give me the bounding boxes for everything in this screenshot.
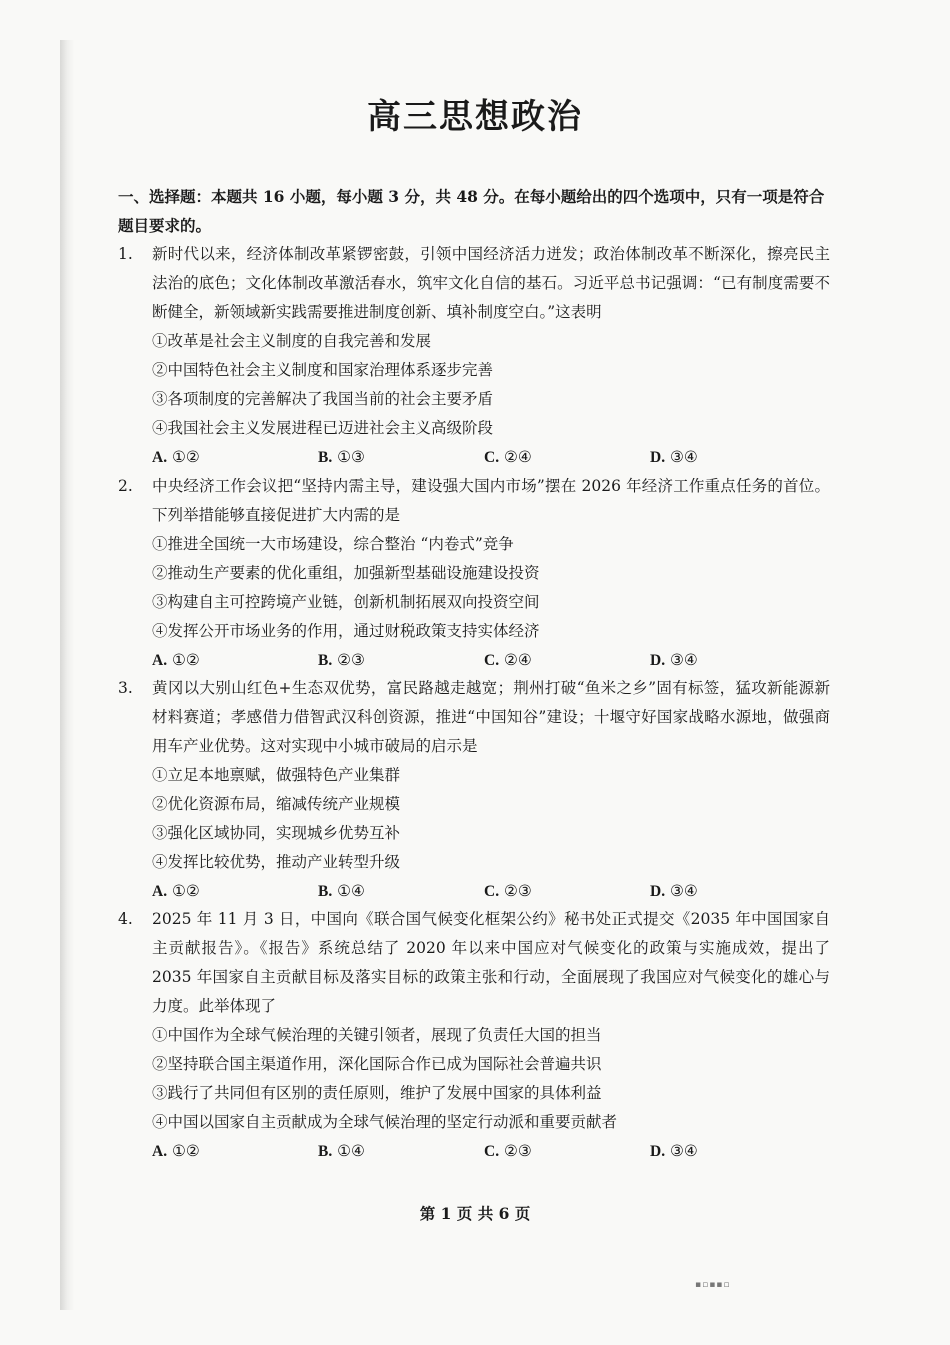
statement: ②坚持联合国主渠道作用，深化国际合作已成为国际社会普遍共识 xyxy=(152,1055,602,1073)
question-stem: 中央经济工作会议把“坚持内需主导，建设强大国内市场”摆在 2026 年经济工作重点任务的首位。下列举措能够直接促进扩大内需的是 xyxy=(152,477,830,524)
choice-b: B. ①④ xyxy=(318,882,365,900)
answer-choices xyxy=(152,1137,830,1166)
statement: ①推进全国统一大市场建设，综合整治 “内卷式”竞争 xyxy=(152,535,514,553)
question-number: 4. xyxy=(118,910,133,928)
choice-d: D. ③④ xyxy=(650,1142,698,1160)
question-number: 3. xyxy=(118,679,133,697)
statement: ③各项制度的完善解决了我国当前的社会主要矛盾 xyxy=(152,390,494,408)
answer-choices xyxy=(152,646,830,675)
choice-b: B. ①④ xyxy=(318,1142,365,1160)
question-2 xyxy=(118,472,830,675)
scan-corner-mark: ▪▫▪▪▫ xyxy=(695,1280,731,1290)
statement: ②中国特色社会主义制度和国家治理体系逐步完善 xyxy=(152,361,494,379)
page-title: 高三思想政治 xyxy=(367,97,583,137)
question-stem: 新时代以来，经济体制改革紧锣密鼓，引领中国经济活力迸发；政治体制改革不断深化，擦亮民主法治的底色；文化体制改革激活春水，筑牢文化自信的基石。习近平总书记强调：“已有制度需要不断健全，新领域新实践需要推进制度创新、填补制度空白。”这表明 xyxy=(152,245,830,321)
answer-choices xyxy=(152,877,830,906)
choice-a: A. ①② xyxy=(152,1142,200,1160)
page-number-footer: 第 1 页 共 6 页 xyxy=(419,1204,531,1223)
statement: ④发挥比较优势，推动产业转型升级 xyxy=(152,853,401,871)
question-number: 1. xyxy=(118,245,133,263)
choice-d: D. ③④ xyxy=(650,882,698,900)
statement: ①中国作为全球气候治理的关键引领者，展现了负责任大国的担当 xyxy=(152,1026,602,1044)
statement: ①改革是社会主义制度的自我完善和发展 xyxy=(152,332,432,350)
choice-b: B. ①③ xyxy=(318,448,365,466)
choice-b: B. ②③ xyxy=(318,651,365,669)
choice-a: A. ①② xyxy=(152,448,200,466)
question-number: 2. xyxy=(118,477,133,495)
choice-a: A. ①② xyxy=(152,651,200,669)
choice-c: C. ②③ xyxy=(484,1142,532,1160)
question-stem: 黄冈以大别山红色+生态双优势，富民路越走越宽；荆州打破“鱼米之乡”固有标签，猛攻新能源新材料赛道；孝感借力借智武汉科创资源，推进“中国知谷”建设；十堰守好国家战略水源地，做强商用车产业优势。这对实现中小城市破局的启示是 xyxy=(152,679,830,755)
choice-d: D. ③④ xyxy=(650,448,698,466)
binding-edge-shadow xyxy=(60,40,74,1310)
choice-d: D. ③④ xyxy=(650,651,698,669)
question-1 xyxy=(118,240,830,472)
section-heading: 一、选择题：本题共 16 小题，每小题 3 分，共 48 分。在每小题给出的四个选项中，只有一项是符合题目要求的。 xyxy=(118,187,825,235)
choice-a: A. ①② xyxy=(152,882,200,900)
choice-c: C. ②④ xyxy=(484,651,532,669)
question-3 xyxy=(118,674,830,906)
statement: ③强化区域协同，实现城乡优势互补 xyxy=(152,824,401,842)
statement: ④中国以国家自主贡献成为全球气候治理的坚定行动派和重要贡献者 xyxy=(152,1113,618,1131)
statement: ③构建自主可控跨境产业链，创新机制拓展双向投资空间 xyxy=(152,593,540,611)
statement: ②推动生产要素的优化重组，加强新型基础设施建设投资 xyxy=(152,564,540,582)
statement: ④我国社会主义发展进程已迈进社会主义高级阶段 xyxy=(152,419,494,437)
choice-c: C. ②③ xyxy=(484,882,532,900)
choice-c: C. ②④ xyxy=(484,448,532,466)
answer-choices xyxy=(152,443,830,472)
statement: ①立足本地禀赋，做强特色产业集群 xyxy=(152,766,401,784)
statement: ③践行了共同但有区别的责任原则，维护了发展中国家的具体利益 xyxy=(152,1084,602,1102)
question-4 xyxy=(118,905,830,1166)
statement: ④发挥公开市场业务的作用，通过财税政策支持实体经济 xyxy=(152,622,540,640)
question-stem: 2025 年 11 月 3 日，中国向《联合国气候变化框架公约》秘书处正式提交《2035 年中国国家自主贡献报告》。《报告》系统总结了 2020 年以来中国应对气候变化的政策与实施成效，提出了 2035 年国家自主贡献目标及落实目标的政策主张和行动，全面展现了我国应对气候变化的雄心与力度。此举体现了 xyxy=(152,910,830,1015)
statement: ②优化资源布局，缩减传统产业规模 xyxy=(152,795,401,813)
